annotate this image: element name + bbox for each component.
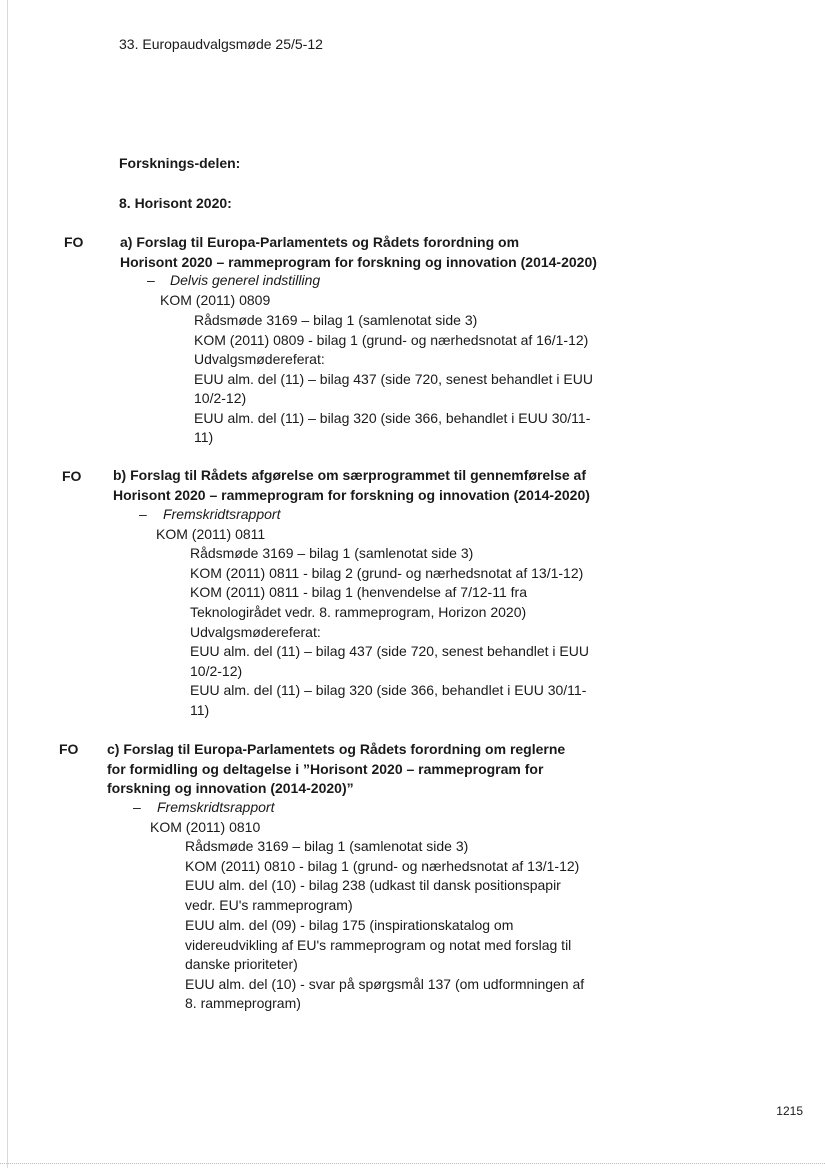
item-c-title-line-1: c) Forslag til Europa-Parlamentets og Rådets forordning om reglerne [107, 741, 566, 757]
item-c-title-line-2: for formidling og deltagelse i ”Horisont 2020 – rammeprogram for [107, 761, 544, 777]
item-b-ref: KOM (2011) 0811 - bilag 2 (grund- og nærhedsnotat af 13/1-12) [190, 565, 584, 581]
item-heading: 8. Horisont 2020: [119, 195, 232, 211]
item-b-ref: 11) [190, 702, 210, 718]
item-b-status-dash: – [139, 506, 147, 522]
item-a-ref: 11) [194, 429, 214, 445]
item-c-ref: KOM (2011) 0810 - bilag 1 (grund- og nærhedsnotat af 13/1-12) [185, 858, 580, 874]
page-edge [7, 0, 8, 1168]
item-c-ref: EUU alm. del (10) - bilag 238 (udkast til dansk positionspapir [185, 877, 561, 893]
bottom-edge [0, 1163, 825, 1164]
section-heading: Forsknings-delen: [119, 155, 241, 171]
item-c-ref: EUU alm. del (10) - svar på spørgsmål 137 (om udformningen af [185, 976, 585, 992]
item-a-ref: Udvalgsmødereferat: [194, 351, 325, 367]
item-a-title-line-1: a) Forslag til Europa-Parlamentets og Rådets forordning om [120, 234, 520, 250]
page-number: 1215 [776, 1104, 803, 1118]
item-c-status-dash: – [133, 799, 141, 815]
item-b-title-line-2: Horisont 2020 – rammeprogram for forskning og innovation (2014-2020) [113, 487, 590, 503]
page-header: 33. Europaudvalgsmøde 25/5-12 [119, 36, 323, 52]
item-b-kom: KOM (2011) 0811 [156, 526, 266, 542]
item-b-ref: EUU alm. del (11) – bilag 320 (side 366, behandlet i EUU 30/11- [190, 682, 587, 698]
margin-tag-c: FO [59, 741, 79, 757]
item-c-kom: KOM (2011) 0810 [150, 819, 261, 835]
item-c-ref: vedr. EU's rammeprogram) [185, 897, 353, 913]
item-b-ref: Rådsmøde 3169 – bilag 1 (samlenotat side 3) [190, 545, 474, 561]
item-b-ref: 10/2-12) [190, 663, 243, 679]
item-c-ref: danske prioriteter) [185, 956, 298, 972]
item-c-status: Fremskridtsrapport [157, 799, 275, 815]
item-a-ref: KOM (2011) 0809 - bilag 1 (grund- og nærhedsnotat af 16/1-12) [194, 332, 589, 348]
item-b-status: Fremskridtsrapport [163, 506, 281, 522]
item-c-ref: videreudvikling af EU's rammeprogram og notat med forslag til [185, 937, 572, 953]
item-a-ref: EUU alm. del (11) – bilag 320 (side 366, behandlet i EUU 30/11- [194, 410, 591, 426]
item-c-ref: EUU alm. del (09) - bilag 175 (inspirationskatalog om [185, 917, 514, 933]
item-a-title-line-2: Horisont 2020 – rammeprogram for forskning og innovation (2014-2020) [120, 254, 597, 270]
item-b-ref: Teknologirådet vedr. 8. rammeprogram, Horizon 2020) [190, 604, 527, 620]
item-c-title-line-3: forskning og innovation (2014-2020)” [107, 780, 354, 796]
item-a-ref: 10/2-12) [194, 390, 247, 406]
item-c-ref: Rådsmøde 3169 – bilag 1 (samlenotat side 3) [185, 838, 469, 854]
margin-tag-a: FO [64, 234, 84, 250]
item-a-ref: EUU alm. del (11) – bilag 437 (side 720, senest behandlet i EUU [194, 371, 593, 387]
item-b-title-line-1: b) Forslag til Rådets afgørelse om særprogrammet til gennemførelse af [113, 467, 586, 483]
item-b-ref: Udvalgsmødereferat: [190, 624, 321, 640]
item-a-kom: KOM (2011) 0809 [160, 292, 271, 308]
item-c-ref: 8. rammeprogram) [185, 995, 301, 1011]
margin-tag-b: FO [62, 468, 82, 484]
item-b-ref: KOM (2011) 0811 - bilag 1 (henvendelse af 7/12-11 fra [190, 584, 527, 600]
item-b-ref: EUU alm. del (11) – bilag 437 (side 720, senest behandlet i EUU [190, 643, 589, 659]
item-a-ref: Rådsmøde 3169 – bilag 1 (samlenotat side 3) [194, 312, 478, 328]
item-a-status: Delvis generel indstilling [170, 272, 321, 288]
item-a-status-dash: – [147, 272, 155, 288]
